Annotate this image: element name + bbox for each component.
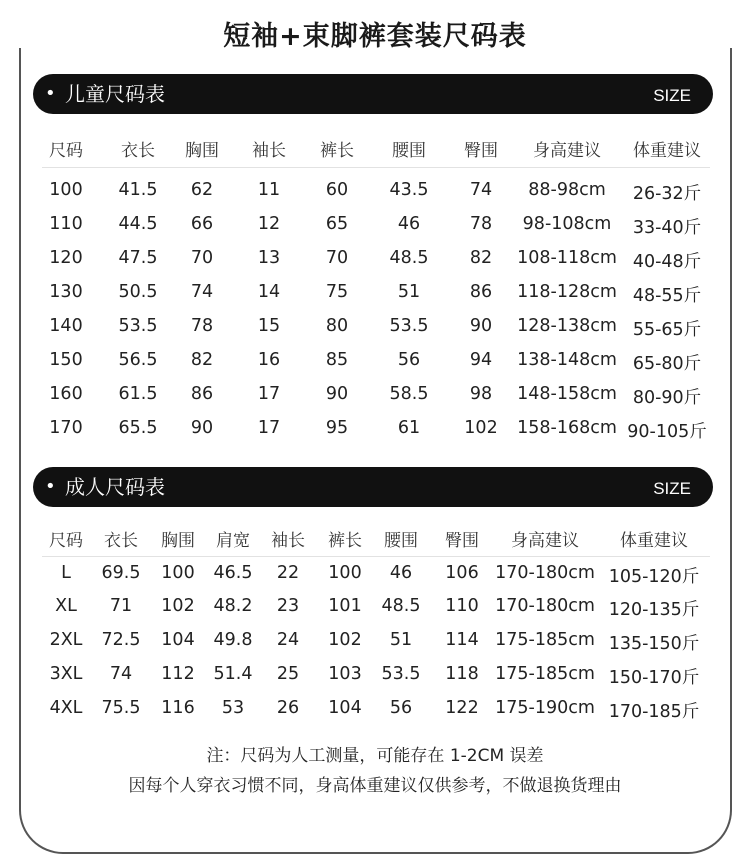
bullet-icon: • — [45, 476, 56, 497]
column-header: 身高建议 — [511, 531, 579, 551]
table-cell: 70 — [190, 248, 214, 268]
table-cell: 106 — [445, 563, 479, 583]
table-cell: 13 — [257, 248, 281, 268]
column-header: 腰围 — [384, 531, 418, 551]
table-cell: 102 — [464, 418, 498, 438]
table-cell: 88-98cm — [528, 180, 606, 200]
table-cell: 135-150斤 — [608, 634, 700, 654]
table-cell: 24 — [276, 630, 300, 650]
table-cell: 50.5 — [118, 282, 158, 302]
table-cell: 160 — [49, 384, 83, 404]
table-cell: 108-118cm — [517, 248, 617, 268]
table-cell: 33-40斤 — [632, 218, 702, 238]
table-cell: 122 — [445, 698, 479, 718]
table-cell: 175-185cm — [495, 664, 595, 684]
table-cell: 46 — [397, 214, 421, 234]
table-cell: 47.5 — [118, 248, 158, 268]
table-cell: 112 — [161, 664, 195, 684]
header-divider — [42, 556, 710, 557]
table-cell: 51.4 — [213, 664, 253, 684]
page-frame — [19, 48, 732, 854]
table-cell: 11 — [257, 180, 281, 200]
table-cell: 58.5 — [389, 384, 429, 404]
adults-section-label: 成人尺码表 — [65, 475, 165, 499]
reference-note: 因每个人穿衣习惯不同，身高体重建议仅供参考，不做退换货理由 — [128, 776, 622, 796]
table-cell: 94 — [469, 350, 493, 370]
column-header: 肩宽 — [216, 531, 250, 551]
table-cell: 71 — [109, 596, 133, 616]
table-cell: 66 — [190, 214, 214, 234]
table-cell: 75.5 — [101, 698, 141, 718]
table-cell: 105-120斤 — [608, 567, 700, 587]
column-header: 袖长 — [271, 531, 305, 551]
table-cell: 175-190cm — [495, 698, 595, 718]
column-header: 体重建议 — [633, 141, 701, 161]
table-cell: 80-90斤 — [632, 388, 702, 408]
table-cell: 118 — [445, 664, 479, 684]
table-cell: 110 — [49, 214, 83, 234]
table-cell: 60 — [325, 180, 349, 200]
table-cell: 116 — [161, 698, 195, 718]
table-cell: 175-185cm — [495, 630, 595, 650]
table-cell: 40-48斤 — [632, 252, 702, 272]
table-cell: 150-170斤 — [608, 668, 700, 688]
table-cell: 49.8 — [213, 630, 253, 650]
table-cell: 75 — [325, 282, 349, 302]
table-cell: 61.5 — [118, 384, 158, 404]
column-header: 腰围 — [392, 141, 426, 161]
table-cell: 72.5 — [101, 630, 141, 650]
table-cell: 14 — [257, 282, 281, 302]
column-header: 胸围 — [185, 141, 219, 161]
table-cell: 43.5 — [389, 180, 429, 200]
table-cell: 53 — [221, 698, 245, 718]
table-cell: XL — [55, 596, 77, 616]
table-cell: 55-65斤 — [632, 320, 702, 340]
table-cell: 85 — [325, 350, 349, 370]
table-cell: 74 — [469, 180, 493, 200]
table-cell: 170-180cm — [495, 596, 595, 616]
table-cell: 2XL — [49, 630, 83, 650]
column-header: 裤长 — [328, 531, 362, 551]
table-cell: 4XL — [49, 698, 83, 718]
table-cell: 53.5 — [118, 316, 158, 336]
table-cell: 62 — [190, 180, 214, 200]
column-header: 臀围 — [464, 141, 498, 161]
table-cell: 158-168cm — [517, 418, 617, 438]
kids-section-label: 儿童尺码表 — [65, 82, 165, 106]
table-cell: 90 — [190, 418, 214, 438]
table-cell: 170-185斤 — [608, 702, 700, 722]
table-cell: 103 — [328, 664, 362, 684]
column-header: 尺码 — [49, 531, 83, 551]
table-cell: 53.5 — [389, 316, 429, 336]
table-cell: 48.5 — [381, 596, 421, 616]
table-cell: 98-108cm — [522, 214, 612, 234]
measurement-note: 注：尺码为人工测量，可能存在 1-2CM 误差 — [206, 746, 544, 766]
table-cell: 25 — [276, 664, 300, 684]
table-cell: 74 — [109, 664, 133, 684]
table-cell: 3XL — [49, 664, 83, 684]
table-cell: 148-158cm — [517, 384, 617, 404]
table-cell: 74 — [190, 282, 214, 302]
table-cell: 101 — [328, 596, 362, 616]
table-cell: 78 — [469, 214, 493, 234]
header-divider — [42, 167, 710, 168]
column-header: 体重建议 — [620, 531, 688, 551]
table-cell: 15 — [257, 316, 281, 336]
table-cell: 102 — [328, 630, 362, 650]
column-header: 胸围 — [161, 531, 195, 551]
table-cell: 23 — [276, 596, 300, 616]
table-cell: 100 — [161, 563, 195, 583]
table-cell: 82 — [190, 350, 214, 370]
table-cell: 98 — [469, 384, 493, 404]
column-header: 衣长 — [121, 141, 155, 161]
table-cell: 90 — [469, 316, 493, 336]
table-cell: 104 — [161, 630, 195, 650]
column-header: 臀围 — [445, 531, 479, 551]
table-cell: 26 — [276, 698, 300, 718]
table-cell: 22 — [276, 563, 300, 583]
table-cell: 110 — [445, 596, 479, 616]
bullet-icon: • — [45, 83, 56, 104]
table-cell: 48.5 — [389, 248, 429, 268]
table-cell: 138-148cm — [517, 350, 617, 370]
table-cell: 86 — [190, 384, 214, 404]
column-header: 袖长 — [252, 141, 286, 161]
column-header: 尺码 — [49, 141, 83, 161]
table-cell: 48-55斤 — [632, 286, 702, 306]
table-cell: 65 — [325, 214, 349, 234]
kids-size-tag: SIZE — [653, 86, 691, 105]
table-cell: 61 — [397, 418, 421, 438]
table-cell: 86 — [469, 282, 493, 302]
table-cell: 80 — [325, 316, 349, 336]
adults-section-header — [33, 467, 713, 507]
table-cell: 48.2 — [213, 596, 253, 616]
table-cell: 120 — [49, 248, 83, 268]
table-cell: 130 — [49, 282, 83, 302]
table-cell: 69.5 — [101, 563, 141, 583]
table-cell: 46.5 — [213, 563, 253, 583]
table-cell: 114 — [445, 630, 479, 650]
table-cell: 53.5 — [381, 664, 421, 684]
table-cell: 78 — [190, 316, 214, 336]
table-cell: 70 — [325, 248, 349, 268]
column-header: 衣长 — [104, 531, 138, 551]
table-cell: 100 — [49, 180, 83, 200]
kids-section-header — [33, 74, 713, 114]
table-cell: 16 — [257, 350, 281, 370]
table-cell: 118-128cm — [517, 282, 617, 302]
table-cell: 150 — [49, 350, 83, 370]
table-cell: 56 — [389, 698, 413, 718]
table-cell: 56 — [397, 350, 421, 370]
table-cell: 41.5 — [118, 180, 158, 200]
table-cell: 65-80斤 — [632, 354, 702, 374]
table-cell: 82 — [469, 248, 493, 268]
table-cell: 17 — [257, 384, 281, 404]
column-header: 裤长 — [320, 141, 354, 161]
table-cell: 120-135斤 — [608, 600, 700, 620]
table-cell: 128-138cm — [517, 316, 617, 336]
table-cell: 56.5 — [118, 350, 158, 370]
table-cell: 140 — [49, 316, 83, 336]
table-cell: 17 — [257, 418, 281, 438]
table-cell: 51 — [389, 630, 413, 650]
table-cell: 90-105斤 — [627, 422, 707, 442]
table-cell: 90 — [325, 384, 349, 404]
table-cell: 46 — [389, 563, 413, 583]
table-cell: 65.5 — [118, 418, 158, 438]
page-title: 短袖+束脚裤套装尺码表 — [223, 21, 527, 52]
table-cell: 51 — [397, 282, 421, 302]
table-cell: L — [61, 563, 71, 583]
table-cell: 12 — [257, 214, 281, 234]
table-cell: 44.5 — [118, 214, 158, 234]
column-header: 身高建议 — [533, 141, 601, 161]
table-cell: 95 — [325, 418, 349, 438]
adults-size-tag: SIZE — [653, 479, 691, 498]
table-cell: 170 — [49, 418, 83, 438]
table-cell: 100 — [328, 563, 362, 583]
table-cell: 104 — [328, 698, 362, 718]
table-cell: 170-180cm — [495, 563, 595, 583]
table-cell: 26-32斤 — [632, 184, 702, 204]
table-cell: 102 — [161, 596, 195, 616]
